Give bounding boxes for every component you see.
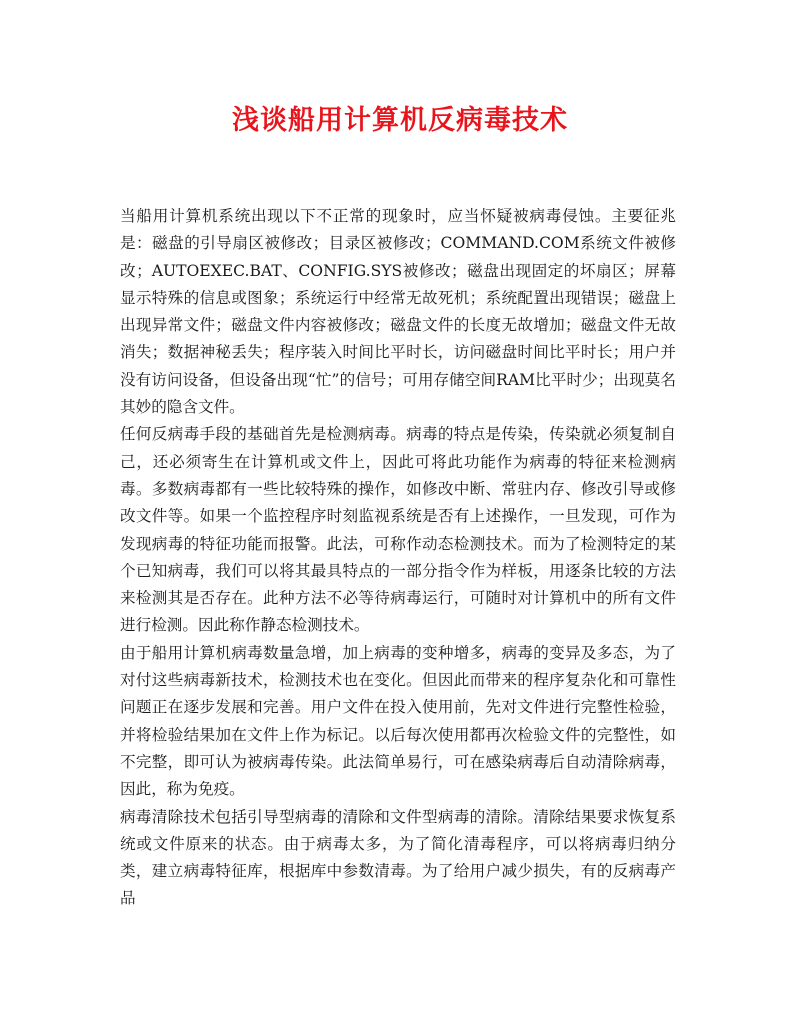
document-title: 浅谈船用计算机反病毒技术 (232, 105, 568, 136)
paragraph-removal: 病毒清除技术包括引导型病毒的清除和文件型病毒的清除。清除结果要求恢复系统或文件原来的状态。由于病毒太多，为了简化清毒程序，可以将病毒归纳分类，建立病毒特征库，根据库中参数清毒。为了给用户减少损失，有的反病毒产品 (120, 807, 676, 908)
document-body (120, 203, 676, 913)
paragraph-detection: 任何反病毒手段的基础首先是检测病毒。病毒的特点是传染，传染就必须复制自己，还必须寄生在计算机或文件上，因此可将此功能作为病毒的特征来检测病毒。多数病毒都有一些比较特殊的操作，如修改中断、常驻内存、修改引导或修改文件等。如果一个监控程序时刻监视系统是否有上述操作，一旦发现，可作为发现病毒的特征功能而报警。此法，可称作动态检测技术。而为了检测特定的某个已知病毒，我们可以将其最具特点的一部分指令作为样板，用逐条比较的方法来检测其是否存在。此种方法不必等待病毒运行，可随时对计算机中的所有文件进行检测。因此称作静态检测技术。 (120, 425, 676, 635)
paragraph-immunity: 由于船用计算机病毒数量急增，加上病毒的变种增多，病毒的变异及多态，为了对付这些病毒新技术，检测技术也在变化。但因此而带来的程序复杂化和可靠性问题正在逐步发展和完善。用户文件在投入使用前，先对文件进行完整性检验，并将检验结果加在文件上作为标记。以后每次使用都再次检验文件的完整性，如不完整，即可认为被病毒传染。此法简单易行，可在感染病毒后自动清除病毒，因此，称为免疫。 (120, 643, 676, 799)
paragraph-symptoms: 当船用计算机系统出现以下不正常的现象时，应当怀疑被病毒侵蚀。主要征兆是：磁盘的引导扇区被修改；目录区被修改；COMMAND.COM系统文件被修改；AUTOEXEC.BAT、CONFIG.SYS被修改；磁盘出现固定的坏扇区；屏幕显示特殊的信息或图象；系统运行中经常无故死机；系统配置出现错误；磁盘上出现异常文件；磁盘文件内容被修改；磁盘文件的长度无故增加；磁盘文件无故消失；数据神秘丢失；程序装入时间比平时长，访问磁盘时间比平时长；用户并没有访问设备，但设备出现“忙”的信号；可用存储空间RAM比平时少；出现莫名其妙的隐含文件。 (120, 207, 676, 417)
